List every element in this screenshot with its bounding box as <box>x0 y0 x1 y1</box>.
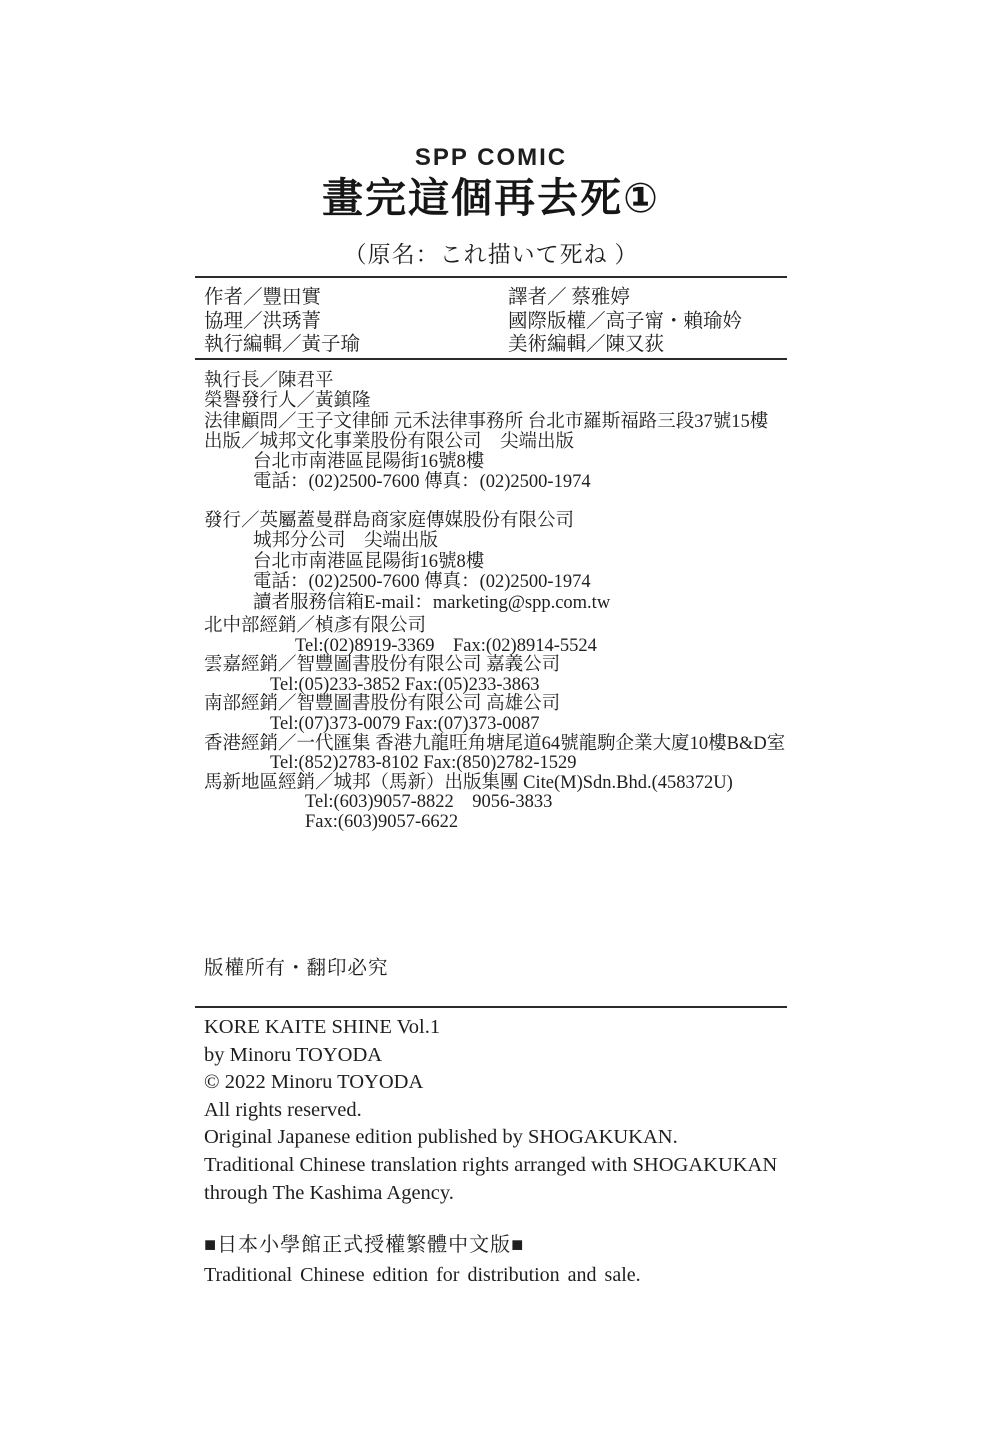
ceo-line: 執行長／陳君平 <box>204 371 334 391</box>
credit-executive-editor: 執行編輯／黃子瑜 <box>204 334 361 355</box>
edition-line: Traditional Chinese edition for distribution and sale. <box>204 1264 641 1286</box>
credit-art-editor: 美術編輯／陳又荻 <box>508 334 665 355</box>
dist-malaysia-tel-line: Tel:(603)9057-8822 9056-3833 <box>305 792 553 813</box>
en-copyright-line: © 2022 Minoru TOYODA <box>204 1071 424 1094</box>
credit-author: 作者／豐田實 <box>204 287 322 308</box>
en-arranged-line: Traditional Chinese translation rights arranged with SHOGAKUKAN <box>204 1153 778 1176</box>
imprint-label: SPP COMIC <box>414 144 568 171</box>
book-header <box>195 145 787 269</box>
credits-right-column <box>508 286 787 357</box>
distributors-block <box>204 617 785 833</box>
credit-coordinator: 協理／洪琇菁 <box>204 310 322 332</box>
license-badge-line: ■日本小學館正式授權繁體中文版■ <box>204 1234 525 1256</box>
issuer-address-line: 台北市南港區昆陽街16號8樓 <box>253 551 485 572</box>
legal-advisor-line: 法律顧問／王子文律師 元禾法律事務所 台北市羅斯福路三段37號15樓 <box>204 411 769 432</box>
en-rights-line: All rights reserved. <box>204 1098 362 1121</box>
dist-hongkong-tel-line: Tel:(852)2783-8102 Fax:(850)2782-1529 <box>270 753 577 774</box>
dist-hongkong-line: 香港經銷／一代匯集 香港九龍旺角塘尾道64號龍駒企業大廈10樓B&D室 <box>204 733 786 754</box>
dist-north-line: 北中部經銷／楨彥有限公司 <box>204 616 427 636</box>
credit-international-rights: 國際版權／高子甯・賴瑜妗 <box>508 310 743 332</box>
en-agency-line: through The Kashima Agency. <box>204 1181 454 1204</box>
dist-malaysia-fax-line: Fax:(603)9057-6622 <box>305 811 459 832</box>
en-original-edition-line: Original Japanese edition published by SHOGAKUKAN. <box>204 1126 678 1149</box>
en-title-line: KORE KAITE SHINE Vol.1 <box>204 1016 441 1038</box>
copyright-notice: 版權所有・翻印必究 <box>204 958 389 979</box>
dist-south-line: 南部經銷／智豐圖書股份有限公司 高雄公司 <box>204 694 561 715</box>
issuer-branch-line: 城邦分公司 尖端出版 <box>253 531 439 552</box>
honorary-publisher-line: 榮譽發行人／黃鎮隆 <box>204 391 371 412</box>
dist-yunjia-line: 雲嘉經銷／智豐圖書股份有限公司 嘉義公司 <box>204 655 561 676</box>
issuer-email-line: 讀者服務信箱E-mail：marketing@spp.com.tw <box>253 592 611 613</box>
publisher-phone-line: 電話：(02)2500-7600 傳真：(02)2500-1974 <box>253 472 591 493</box>
credit-translator: 譯者／ 蔡雅婷 <box>508 287 630 308</box>
issuer-line: 發行／英屬蓋曼群島商家庭傳媒股份有限公司 <box>204 511 575 531</box>
divider-copyright <box>195 1006 787 1008</box>
original-title: （原名：これ描いて死ね ） <box>343 242 639 267</box>
divider-top <box>195 276 787 278</box>
en-author-line: by Minoru TOYODA <box>204 1043 383 1066</box>
dist-south-tel-line: Tel:(07)373-0079 Fax:(07)373-0087 <box>270 713 540 734</box>
dist-north-tel-line: Tel:(02)8919-3369 Fax:(02)8914-5524 <box>295 635 597 656</box>
publisher-block <box>204 371 768 493</box>
dist-yunjia-tel-line: Tel:(05)233-3852 Fax:(05)233-3863 <box>270 674 540 695</box>
publisher-line: 出版／城邦文化事業股份有限公司 尖端出版 <box>204 431 575 452</box>
credits-section <box>204 286 787 357</box>
english-copyright-block <box>204 1014 777 1207</box>
dist-malaysia-line: 馬新地區經銷／城邦（馬新）出版集團 Cite(M)Sdn.Bhd.(458372U) <box>204 772 733 793</box>
divider-credits <box>195 358 787 360</box>
book-title: 畫完這個再去死① <box>322 175 660 221</box>
publisher-address-line: 台北市南港區昆陽街16號8樓 <box>253 452 485 473</box>
footer-section <box>204 1230 641 1290</box>
issuer-block <box>204 511 610 613</box>
credits-left-column <box>204 286 508 357</box>
issuer-phone-line: 電話：(02)2500-7600 傳真：(02)2500-1974 <box>253 572 591 593</box>
